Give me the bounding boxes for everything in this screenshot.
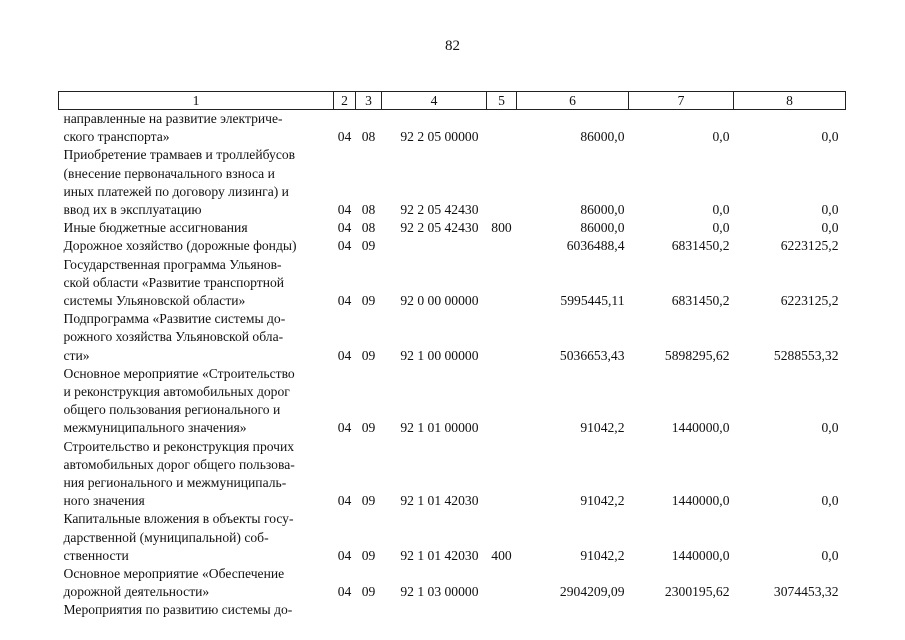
row-name-line: ния регионального и межмуниципаль- — [63, 475, 287, 491]
amount-col-8: 0,0 — [821, 202, 839, 218]
amount-col-6: 91042,2 — [580, 493, 625, 509]
row-name-line: Основное мероприятие «Обеспечение — [63, 566, 285, 582]
subsection-code: 09 — [361, 347, 376, 363]
row-name-line: ного значения — [63, 493, 145, 509]
row-name — [59, 219, 334, 237]
header-col-5: 5 — [487, 92, 517, 110]
row-name — [59, 256, 334, 311]
header-col-1: 1 — [59, 92, 334, 110]
amount-col-6: 6036488,4 — [566, 238, 625, 254]
row-name-line: направленные на развитие электриче- — [63, 111, 283, 126]
table-row — [59, 146, 846, 219]
row-name-line: Строительство и реконструкция прочих — [63, 438, 295, 454]
amount-col-6: 5995445,11 — [560, 293, 625, 309]
row-name-line: дорожной деятельности» — [63, 584, 210, 600]
row-name-line: ввод их в эксплуатацию — [63, 202, 202, 218]
amount-col-8: 5288553,32 — [773, 347, 839, 363]
amount-col-8: 6223125,2 — [780, 238, 839, 254]
section-code: 04 — [337, 584, 352, 600]
amount-col-6: 86000,0 — [580, 129, 625, 145]
amount-col-7: 0,0 — [712, 129, 730, 145]
subsection-code: 09 — [361, 584, 376, 600]
expense-type-code — [487, 601, 517, 619]
amount-col-7: 1440000,0 — [671, 547, 730, 563]
row-name — [59, 601, 334, 619]
section-code: 04 — [337, 493, 352, 509]
row-name-line: Капитальные вложения в объекты госу- — [63, 511, 294, 527]
subsection-code — [356, 601, 382, 619]
amount-col-6: 86000,0 — [580, 220, 625, 236]
section-code: 04 — [337, 202, 352, 218]
header-col-2: 2 — [334, 92, 356, 110]
amount-col-7: 2300195,62 — [664, 584, 730, 600]
header-col-7: 7 — [629, 92, 734, 110]
row-name-line: сти» — [63, 347, 90, 363]
amount-col-7: 6831450,2 — [671, 238, 730, 254]
amount-col-7: 6831450,2 — [671, 293, 730, 309]
expense-type-code: 800 — [491, 220, 512, 236]
section-code: 04 — [337, 420, 352, 436]
amount-col-6 — [517, 601, 629, 619]
row-name-line: общего пользования регионального и — [63, 402, 281, 418]
amount-col-7 — [629, 601, 734, 619]
amount-col-7: 1440000,0 — [671, 420, 730, 436]
amount-col-7: 0,0 — [712, 220, 730, 236]
row-name — [59, 565, 334, 601]
row-name-line: иных платежей по договору лизинга) и — [63, 183, 289, 199]
header-row — [59, 92, 846, 110]
amount-col-8: 6223125,2 — [780, 293, 839, 309]
subsection-code: 09 — [361, 420, 376, 436]
target-article-code: 92 2 05 42430 — [400, 220, 479, 236]
expense-type-code — [487, 110, 517, 147]
target-article-code: 92 1 01 42030 — [400, 493, 479, 509]
amount-col-8: 0,0 — [821, 420, 839, 436]
amount-col-8: 0,0 — [821, 129, 839, 145]
row-name-line: автомобильных дорог общего пользова- — [63, 456, 295, 472]
expense-type-code — [487, 146, 517, 219]
amount-col-6: 91042,2 — [580, 547, 625, 563]
budget-table — [58, 91, 846, 620]
target-article-code: 92 2 05 00000 — [400, 129, 479, 145]
row-name — [59, 510, 334, 565]
header-col-4: 4 — [382, 92, 487, 110]
row-name-line: дарственной (муниципальной) соб- — [63, 529, 269, 545]
page-number: 82 — [445, 38, 460, 54]
amount-col-7: 0,0 — [712, 202, 730, 218]
row-name-line: ского транспорта» — [63, 129, 170, 145]
target-article-code — [382, 237, 487, 255]
section-code: 04 — [337, 220, 352, 236]
row-name-line: Государственная программа Ульянов- — [63, 256, 282, 272]
row-name-line: Приобретение трамваев и троллейбусов — [63, 147, 296, 163]
row-name-line: ской области «Развитие транспортной — [63, 274, 285, 290]
section-code: 04 — [337, 347, 352, 363]
row-name-line: Мероприятия по развитию системы до- — [63, 602, 293, 618]
expense-type-code — [487, 438, 517, 511]
amount-col-7: 1440000,0 — [671, 493, 730, 509]
row-name-line: Основное мероприятие «Строительство — [63, 365, 295, 381]
row-name-line: (внесение первоначального взноса и — [63, 165, 275, 181]
row-name-line: Иные бюджетные ассигнования — [63, 220, 248, 236]
target-article-code: 92 1 01 00000 — [400, 420, 479, 436]
subsection-code: 09 — [361, 238, 376, 254]
section-code: 04 — [337, 293, 352, 309]
table-row — [59, 510, 846, 565]
amount-col-8: 3074453,32 — [773, 584, 839, 600]
header-col-3: 3 — [356, 92, 382, 110]
amount-col-6: 2904209,09 — [559, 584, 625, 600]
header-col-8: 8 — [734, 92, 846, 110]
amount-col-8: 0,0 — [821, 220, 839, 236]
section-code — [334, 601, 356, 619]
amount-col-6: 91042,2 — [580, 420, 625, 436]
amount-col-8 — [734, 601, 846, 619]
amount-col-8: 0,0 — [821, 493, 839, 509]
target-article-code: 92 2 05 42430 — [400, 202, 479, 218]
amount-col-8: 0,0 — [821, 547, 839, 563]
table-row — [59, 310, 846, 365]
target-article-code: 92 1 03 00000 — [400, 584, 479, 600]
amount-col-6: 5036653,43 — [559, 347, 625, 363]
subsection-code: 08 — [361, 129, 376, 145]
expense-type-code: 400 — [491, 547, 512, 563]
header-col-6: 6 — [517, 92, 629, 110]
expense-type-code — [487, 237, 517, 255]
table-row — [59, 256, 846, 311]
row-name — [59, 110, 334, 147]
target-article-code: 92 1 01 42030 — [400, 547, 479, 563]
row-name — [59, 438, 334, 511]
expense-type-code — [487, 565, 517, 601]
target-article-code: 92 1 00 00000 — [400, 347, 479, 363]
table-row — [59, 565, 846, 601]
table-row — [59, 237, 846, 255]
row-name-line: и реконструкция автомобильных дорог — [63, 384, 290, 400]
row-name-line: межмуниципального значения» — [63, 420, 247, 436]
row-name — [59, 146, 334, 219]
row-name-line: ственности — [63, 547, 129, 563]
row-name — [59, 310, 334, 365]
section-code: 04 — [337, 238, 352, 254]
target-article-code — [382, 601, 487, 619]
row-name-line: Подпрограмма «Развитие системы до- — [63, 311, 286, 327]
target-article-code: 92 0 00 00000 — [400, 293, 479, 309]
table-row — [59, 110, 846, 147]
subsection-code: 08 — [361, 220, 376, 236]
expense-type-code — [487, 365, 517, 438]
table-row — [59, 438, 846, 511]
amount-col-7: 5898295,62 — [664, 347, 730, 363]
expense-type-code — [487, 256, 517, 311]
section-code: 04 — [337, 547, 352, 563]
subsection-code: 09 — [361, 547, 376, 563]
subsection-code: 09 — [361, 293, 376, 309]
table-row — [59, 601, 846, 619]
section-code: 04 — [337, 129, 352, 145]
table-row — [59, 219, 846, 237]
row-name — [59, 237, 334, 255]
row-name-line: системы Ульяновской области» — [63, 293, 246, 309]
row-name-line: рожного хозяйства Ульяновской обла- — [63, 329, 284, 345]
table-body — [59, 110, 846, 620]
expense-type-code — [487, 310, 517, 365]
amount-col-6: 86000,0 — [580, 202, 625, 218]
row-name-line: Дорожное хозяйство (дорожные фонды) — [63, 238, 297, 254]
subsection-code: 09 — [361, 493, 376, 509]
table-row — [59, 365, 846, 438]
row-name — [59, 365, 334, 438]
table-header — [59, 92, 846, 110]
subsection-code: 08 — [361, 202, 376, 218]
